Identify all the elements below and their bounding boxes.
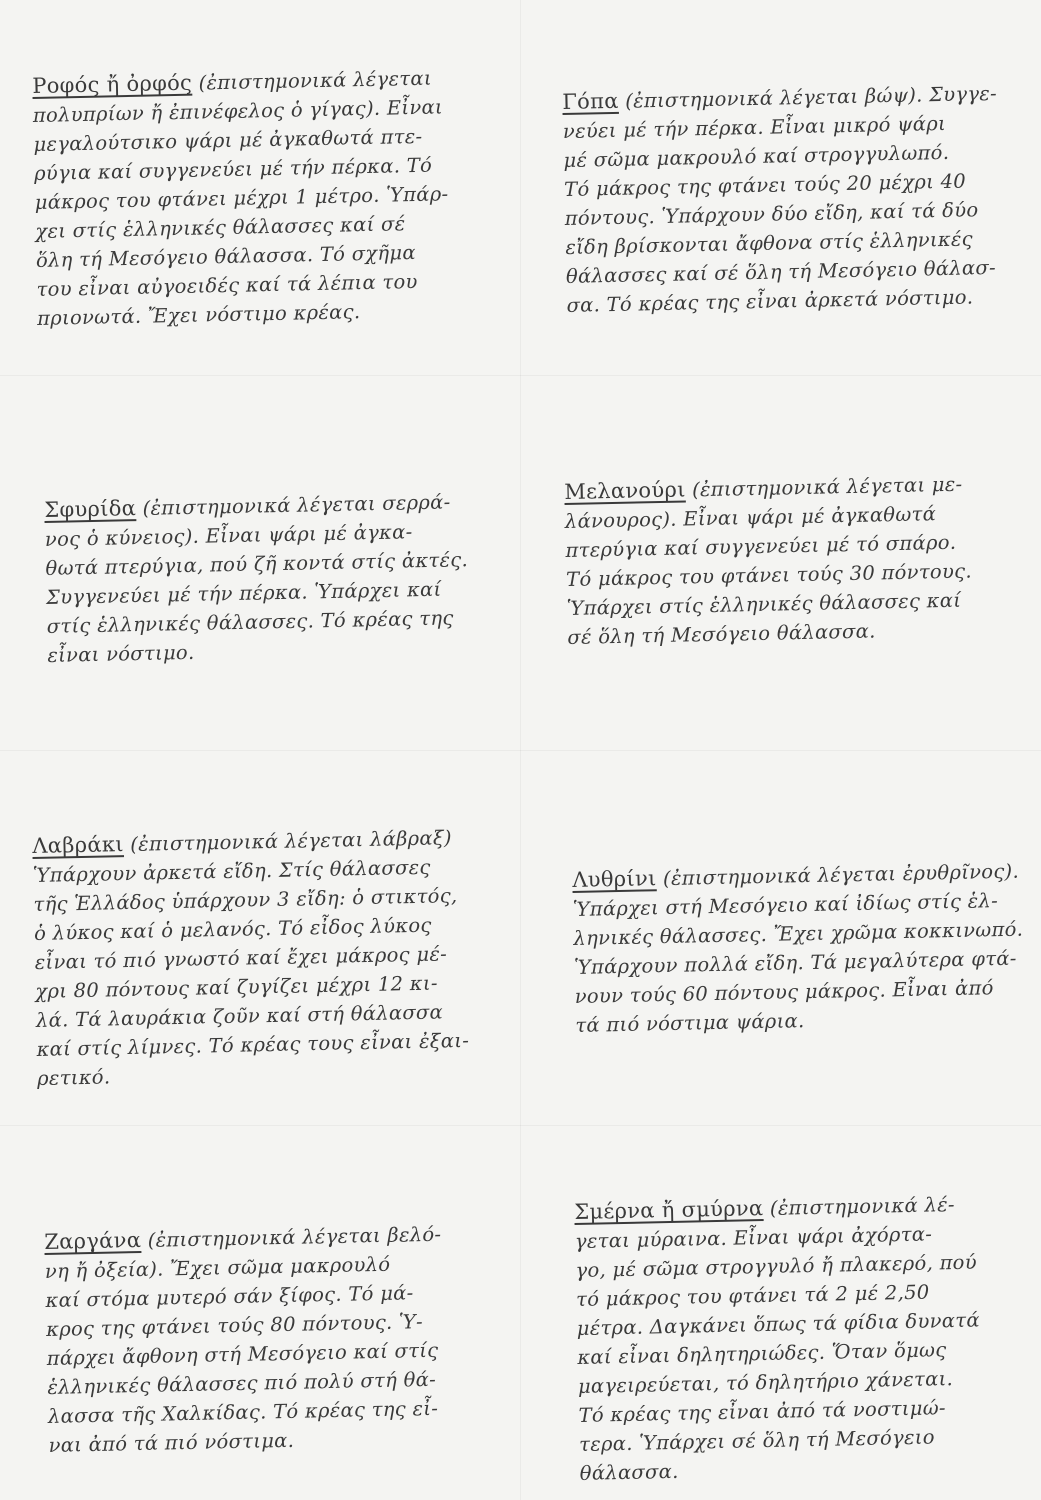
card-text-line: του εἶναι αὐγοειδές καί τά λέπια του bbox=[36, 269, 418, 301]
card-text-line: κρος της φτάνει τούς 80 πόντους. Ὑ- bbox=[45, 1310, 424, 1341]
card-text-line: μαγειρεύεται, τό δηλητήριο χάνεται. bbox=[577, 1367, 954, 1398]
fish-name: Λαβράκι bbox=[32, 832, 125, 858]
page-fold-horizontal bbox=[0, 1125, 1041, 1126]
fish-card bbox=[572, 857, 1025, 1040]
fish-name: Γόπα bbox=[562, 88, 619, 114]
card-text-line: καί εἶναι δηλητηριώδες. Ὅταν ὅμως bbox=[577, 1338, 947, 1369]
card-text-line: γο, μέ σῶμα στρογγυλό ἤ πλακερό, πού bbox=[575, 1250, 978, 1282]
fish-card bbox=[44, 487, 470, 670]
card-text: (ἐπιστημονικά λέ- bbox=[763, 1193, 956, 1221]
fish-card bbox=[574, 1190, 983, 1488]
fish-name: Μελανούρι bbox=[564, 477, 686, 504]
card-text-line: μεγαλούτσικο ψάρι μέ ἀγκαθωτά πτε- bbox=[33, 124, 423, 156]
fish-name: Σμέρνα ἤ σμύρνα bbox=[574, 1196, 764, 1224]
page-fold-horizontal bbox=[0, 750, 1041, 751]
card-text-line: ληνικές θάλασσες. Ἔχει χρῶμα κοκκινωπό. bbox=[573, 917, 1024, 950]
card-text: (ἐπιστημονικά λέγεται βώψ). Συγγε- bbox=[618, 81, 998, 113]
fish-card bbox=[562, 79, 1001, 320]
card-text-line: μάκρος του φτάνει μέχρι 1 μέτρο. Ὑπάρ- bbox=[34, 182, 449, 214]
card-text-line: Τό μάκρος του φτάνει τούς 30 πόντους. bbox=[565, 559, 973, 591]
card-text-line: Τό κρέας της εἶναι ἀπό τά νοστιμώ- bbox=[578, 1396, 947, 1427]
card-text-line: λάνουρος). Εἶναι ψάρι μέ ἀγκαθωτά bbox=[564, 502, 937, 533]
card-text-line: πτερύγια καί συγγενεύει μέ τό σπάρο. bbox=[565, 530, 957, 562]
card-text-line: στίς ἑλληνικές θάλασσες. Τό κρέας της bbox=[46, 606, 454, 638]
card-text-line: χρι 80 πόντους καί ζυγίζει μέχρι 12 κι- bbox=[35, 971, 438, 1003]
card-text-line: καί στόμα μυτερό σάν ξίφος. Τό μά- bbox=[45, 1281, 414, 1312]
fish-name: Ζαργάνα bbox=[44, 1227, 142, 1254]
card-text-line: ὅλη τή Μεσόγειο θάλασσα. Τό σχῆμα bbox=[35, 241, 417, 272]
card-text: (ἐπιστημονικά λέγεται bbox=[191, 66, 433, 95]
card-text-line: πριονωτά. Ἔχει νόστιμο κρέας. bbox=[36, 300, 361, 330]
fish-name: Ροφός ἤ ὀρφός bbox=[32, 70, 193, 98]
card-text-line: νουν τούς 60 πόντους μάκρος. Εἶναι ἀπό bbox=[574, 976, 994, 1008]
card-text-line: νη ἤ ὀξεία). Ἔχει σῶμα μακρουλό bbox=[44, 1252, 391, 1283]
card-text-line: τερα. Ὑπάρχει σέ ὅλη τή Μεσόγειο bbox=[578, 1425, 935, 1456]
card-text-line: καί στίς λίμνες. Τό κρέας τους εἶναι ἐξαι- bbox=[36, 1028, 470, 1061]
card-text-line: σέ ὅλη τή Μεσόγειο θάλασσα. bbox=[567, 619, 876, 649]
card-text-line: χει στίς ἑλληνικές θάλασσες καί σέ bbox=[35, 212, 406, 243]
card-text-line: πόντους. Ὑπάρχουν δύο εἴδη, καί τά δύο bbox=[564, 198, 979, 230]
card-text-line: νος ὁ κύνειος). Εἶναι ψάρι μέ ἀγκα- bbox=[44, 520, 413, 551]
card-text-line: Συγγενεύει μέ τήν πέρκα. Ὑπάρχει καί bbox=[45, 577, 442, 609]
card-text-line: νεύει μέ τήν πέρκα. Εἶναι μικρό ψάρι bbox=[562, 111, 947, 143]
card-text-line: πάρχει ἄφθονη στή Μεσόγειο καί στίς bbox=[46, 1338, 439, 1370]
card-text: (ἐπιστημονικά λέγεται λάβραξ) bbox=[123, 826, 453, 857]
card-text-line: εἶναι τό πιό γνωστό καί ἔχει μάκρος μέ- bbox=[34, 942, 448, 974]
card-text-line: μέτρα. Δαγκάνει ὅπως τά φίδια δυνατά bbox=[576, 1308, 981, 1340]
card-text-line: γεται μύραινα. Εἶναι ψάρι ἀχόρτα- bbox=[574, 1222, 933, 1253]
card-text-line: πολυπρίων ἤ ἐπινέφελος ὁ γίγας). Εἶναι bbox=[32, 95, 444, 127]
card-text-line: εἴδη βρίσκονται ἄφθονα στίς ἑλληνικές bbox=[565, 227, 974, 259]
card-text-line: εἶναι νόστιμο. bbox=[47, 640, 195, 667]
card-text-line: ἑλληνικές θάλασσες πιό πολύ στή θά- bbox=[47, 1367, 437, 1399]
card-text-line: Ὑπάρχουν ἀρκετά εἴδη. Στίς θάλασσες bbox=[32, 855, 431, 887]
card-text-line: μέ σῶμα μακρουλό καί στρογγυλωπό. bbox=[563, 140, 950, 172]
card-text: (ἐπιστημονικά λέγεται με- bbox=[685, 472, 963, 502]
card-text-line: θωτά πτερύγια, πού ζῆ κοντά στίς ἀκτές. bbox=[45, 548, 469, 580]
card-text-line: τῆς Ἑλλάδος ὑπάρχουν 3 εἴδη: ὁ στικτός, bbox=[33, 884, 458, 916]
card-text-line: θάλασσα. bbox=[579, 1459, 679, 1485]
fish-card bbox=[564, 470, 973, 652]
card-text-line: θάλασσες καί σέ ὅλη τή Μεσόγειο θάλασ- bbox=[565, 255, 997, 288]
card-text-line: ρετικό. bbox=[36, 1065, 111, 1090]
card-text-line: λά. Τά λαυράκια ζοῦν καί στή θάλασσα bbox=[35, 1000, 444, 1032]
card-text-line: λασσα τῆς Χαλκίδας. Τό κρέας της εἶ- bbox=[47, 1396, 439, 1428]
card-text-line: Τό μάκρος της φτάνει τούς 20 μέχρι 40 bbox=[563, 169, 967, 201]
fish-name: Λυθρίνι bbox=[572, 866, 657, 892]
card-text-line: Ὑπάρχει στή Μεσόγειο καί ἰδίως στίς ἑλ- bbox=[572, 889, 999, 921]
card-text-line: ρύγια καί συγγενεύει μέ τήν πέρκα. Τό bbox=[33, 153, 433, 185]
fish-card bbox=[32, 63, 451, 333]
card-text-line: ναι ἀπό τά πιό νόστιμα. bbox=[48, 1428, 295, 1457]
card-text-line: σα. Τό κρέας της εἶναι ἀρκετά νόστιμο. bbox=[566, 285, 974, 317]
fish-card bbox=[44, 1220, 446, 1460]
card-text-line: τά πιό νόστιμα ψάρια. bbox=[575, 1009, 805, 1037]
card-text-line: τό μάκρος του φτάνει τά 2 μέ 2,50 bbox=[575, 1280, 930, 1311]
card-text: (ἐπιστημονικά λέγεται ἐρυθρῖνος). bbox=[656, 859, 1020, 891]
card-text-line: Ὑπάρχει στίς ἑλληνικές θάλασσες καί bbox=[566, 588, 962, 620]
card-text-line: ὁ λύκος καί ὁ μελανός. Τό εἶδος λύκος bbox=[33, 913, 432, 945]
fish-card bbox=[32, 823, 470, 1093]
page-fold-horizontal bbox=[0, 375, 1041, 376]
card-text: (ἐπιστημονικά λέγεται σερρά- bbox=[135, 490, 451, 521]
fish-name: Σφυρίδα bbox=[44, 496, 137, 522]
card-text-line: Ὑπάρχουν πολλά εἴδη. Τά μεγαλύτερα φτά- bbox=[573, 946, 1017, 979]
card-text: (ἐπιστημονικά λέγεται βελό- bbox=[140, 1222, 442, 1252]
